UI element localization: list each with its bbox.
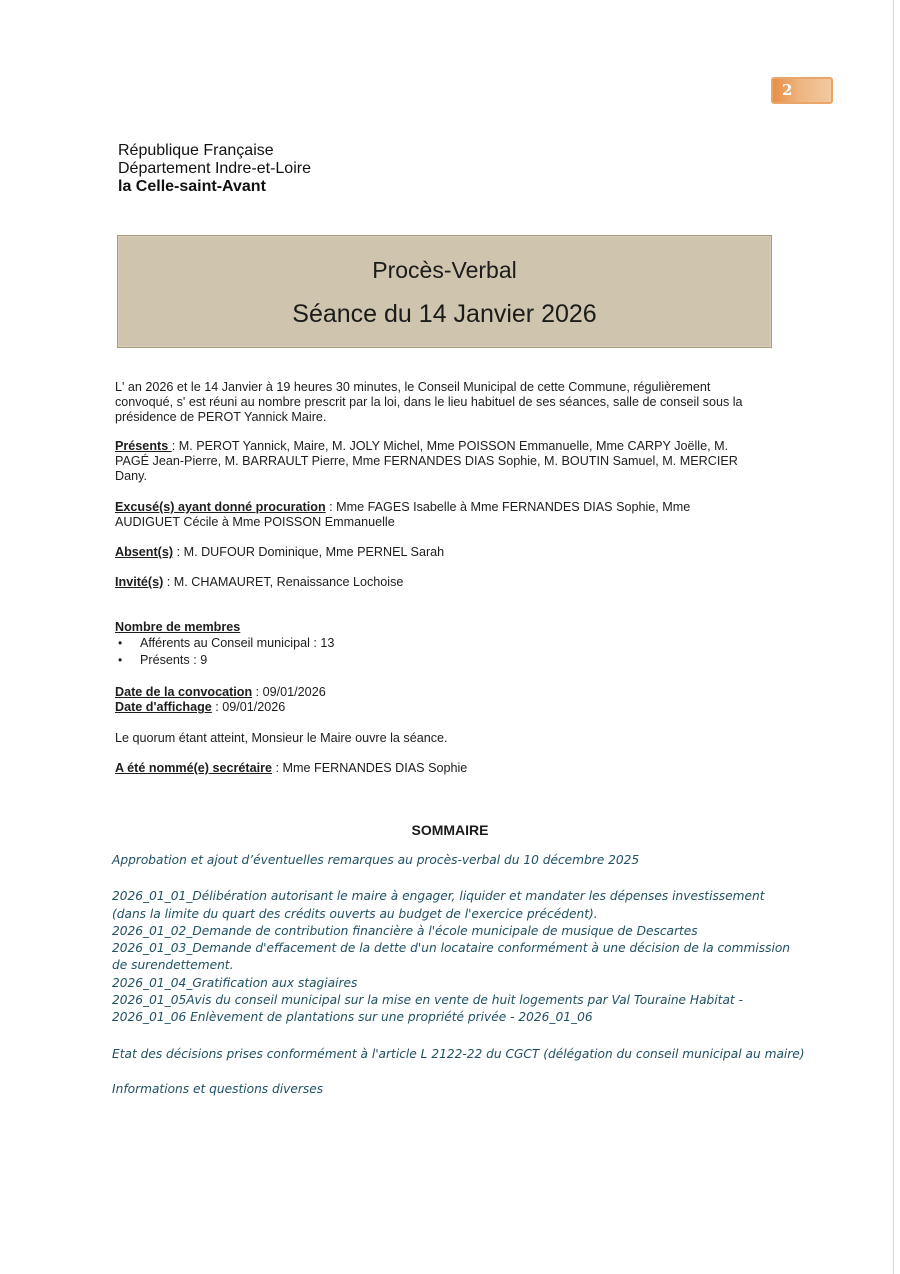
sommaire-item: 2026_01_04_Gratification aux stagiaires xyxy=(112,975,358,990)
invites-text: : M. CHAMAURET, Renaissance Lochoise xyxy=(163,575,404,589)
membres-section xyxy=(115,620,775,669)
absents-text: : M. DUFOUR Dominique, Mme PERNEL Sarah xyxy=(173,545,445,559)
document-header xyxy=(118,142,311,196)
intro-line: L' an 2026 et le 14 Janvier à 19 heures 30 minutes, le Conseil Municipal de cette Commune, régulièrement xyxy=(115,380,711,394)
header-commune: la Celle-saint-Avant xyxy=(118,178,266,195)
intro-paragraph xyxy=(115,380,775,425)
affichage-date: : 09/01/2026 xyxy=(211,700,286,714)
page-number-badge: 2 xyxy=(771,77,833,104)
sommaire-item: 2026_01_02_Demande de contribution financière à l'école municipale de musique de Descartes xyxy=(112,923,698,938)
presents-label: Présents xyxy=(115,439,172,453)
seance-date-title: Séance du 14 Janvier 2026 xyxy=(292,300,597,328)
convocation-label: Date de la convocation xyxy=(115,685,253,699)
intro-line: convoqué, s' est réuni au nombre prescrit par la loi, dans le lieu habituel de ses séances, salle de conseil sous la xyxy=(115,395,743,409)
excuses-text: AUDIGUET Cécile à Mme POISSON Emmanuelle xyxy=(115,515,395,529)
sommaire-heading: SOMMAIRE xyxy=(411,822,489,838)
sommaire-item: 2026_01_05Avis du conseil municipal sur la mise en vente de huit logements par Val Touraine Habitat - xyxy=(112,993,743,1008)
dates-section xyxy=(115,685,775,715)
title-banner xyxy=(117,235,772,348)
presents-text: PAGÉ Jean-Pierre, M. BARRAULT Pierre, Mme FERNANDES DIAS Sophie, M. BOUTIN Samuel, M. MERCIER xyxy=(115,454,738,468)
sommaire-approbation: Approbation et ajout d’éventuelles remarques au procès-verbal du 10 décembre 2025 xyxy=(112,853,640,867)
absents-paragraph xyxy=(115,545,775,560)
secretaire-paragraph xyxy=(115,761,775,776)
affichage-label: Date d'affichage xyxy=(115,700,212,714)
absents-label: Absent(s) xyxy=(115,545,174,559)
presents-paragraph xyxy=(115,439,775,484)
membres-list xyxy=(115,635,775,669)
sommaire-item: de surendettement. xyxy=(112,958,234,973)
header-departement: Département Indre-et-Loire xyxy=(118,160,311,177)
intro-line: présidence de PEROT Yannick Maire. xyxy=(115,410,327,424)
sommaire-informations: Informations et questions diverses xyxy=(112,1081,324,1096)
sommaire-item: 2026_01_01_Délibération autorisant le maire à engager, liquider et mandater les dépenses investissement xyxy=(112,889,765,904)
secretaire-label: A été nommé(e) secrétaire xyxy=(115,761,273,775)
convocation-date: : 09/01/2026 xyxy=(252,685,326,699)
membres-label: Nombre de membres xyxy=(115,620,241,634)
secretaire-text: : Mme FERNANDES DIAS Sophie xyxy=(272,761,468,775)
list-item: • Présents : 9 xyxy=(115,652,775,669)
page-edge-divider xyxy=(893,0,894,1274)
sommaire-item: 2026_01_03_Demande d'effacement de la dette d'un locataire conformément à une décision de la commission xyxy=(112,941,791,956)
presents-text: : M. PEROT Yannick, Maire, M. JOLY Michel, Mme POISSON Emmanuelle, Mme CARPY Joëlle, M. xyxy=(171,439,729,453)
excuses-paragraph xyxy=(115,500,775,530)
invites-paragraph xyxy=(115,575,775,590)
presents-text: Dany. xyxy=(115,469,147,483)
sommaire-list xyxy=(112,852,805,1098)
sommaire-item: 2026_01_06 Enlèvement de plantations sur une propriété privée - 2026_01_06 xyxy=(112,1010,593,1025)
excuses-text: : Mme FAGES Isabelle à Mme FERNANDES DIAS Sophie, Mme xyxy=(325,500,691,514)
invites-label: Invité(s) xyxy=(115,575,164,589)
excuses-label: Excusé(s) ayant donné procuration xyxy=(115,500,326,514)
sommaire-etat: Etat des décisions prises conformément à l'article L 2122-22 du CGCT (délégation du conseil municipal au maire) xyxy=(112,1046,805,1061)
document-title: Procès-Verbal xyxy=(372,257,517,283)
header-republique: République Française xyxy=(118,142,274,159)
quorum-text: Le quorum étant atteint, Monsieur le Maire ouvre la séance. xyxy=(115,731,448,745)
sommaire-item: (dans la limite du quart des crédits ouverts au budget de l'exercice précédent). xyxy=(112,906,598,921)
list-item: • Afférents au Conseil municipal : 13 xyxy=(115,635,775,652)
